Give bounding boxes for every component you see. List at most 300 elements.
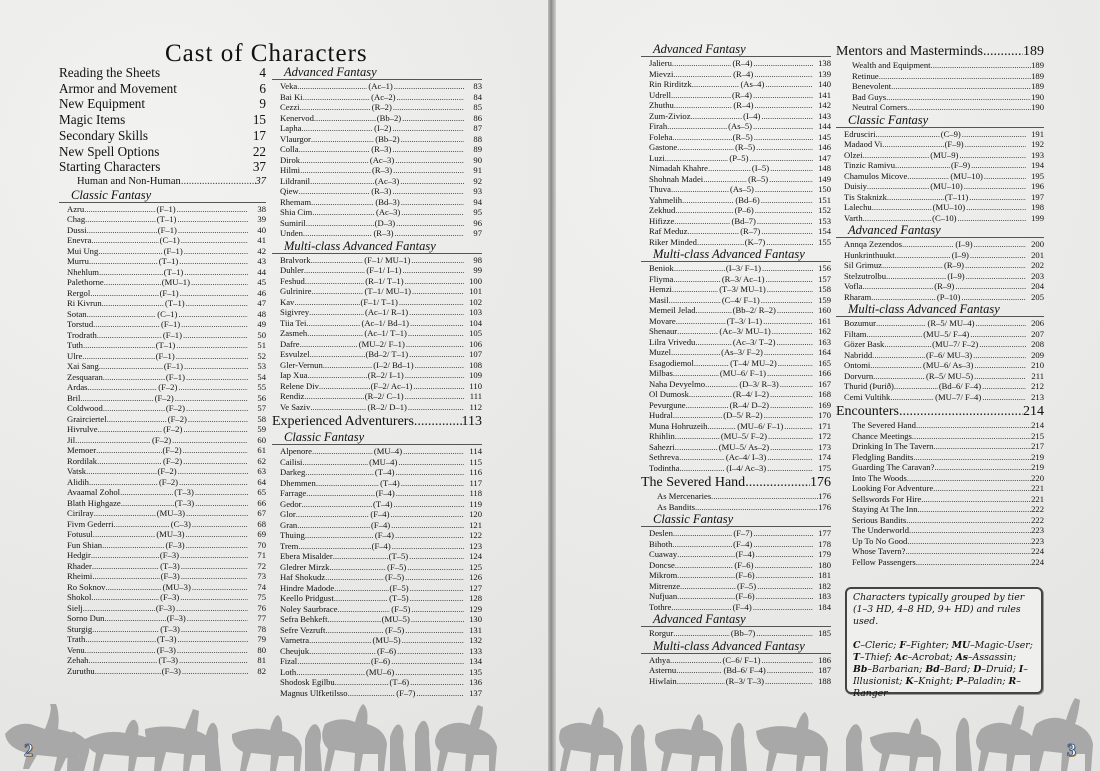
encounter-entry[interactable]: [836, 536, 1044, 547]
toc-entry[interactable]: [59, 540, 266, 551]
toc-entry[interactable]: [836, 213, 1044, 224]
toc-entry[interactable]: [59, 330, 266, 341]
encounter-entry[interactable]: [836, 483, 1044, 494]
toc-entry[interactable]: [59, 666, 266, 677]
encounter-entry[interactable]: [836, 473, 1044, 484]
toc-entry[interactable]: [641, 226, 831, 237]
page-ref: 50: [257, 329, 266, 340]
toc-entry[interactable]: [272, 614, 482, 625]
character-class: (R–9): [934, 281, 955, 291]
character-name: Stelzutrolbu: [844, 270, 887, 281]
toc-entry[interactable]: [272, 218, 482, 229]
toc-entry[interactable]: [641, 142, 831, 153]
toc-entry[interactable]: [59, 246, 266, 257]
toc-entry[interactable]: [59, 361, 266, 372]
left-page: [0, 0, 548, 771]
toc-entry[interactable]: [59, 634, 266, 645]
toc-main-entry[interactable]: [59, 144, 266, 160]
toc-entry[interactable]: [59, 529, 266, 540]
mentors-entry-label: Benevolent: [852, 81, 892, 91]
toc-entry[interactable]: [641, 528, 831, 539]
page-ref: 122: [469, 530, 482, 540]
legend-abbr: F: [899, 640, 906, 651]
character-name: Fotusul: [67, 529, 93, 540]
toc-entry[interactable]: [59, 256, 266, 267]
toc-entry[interactable]: [59, 435, 266, 446]
multiclass-advanced-fantasy-heading: Multi-class Advanced Fantasy: [836, 303, 1044, 317]
toc-entry[interactable]: [59, 613, 266, 624]
toc-entry[interactable]: [59, 592, 266, 603]
toc-entry[interactable]: [59, 487, 266, 498]
toc-entry[interactable]: [641, 205, 831, 216]
leader-dots: [872, 350, 925, 361]
toc-entry[interactable]: [836, 139, 1044, 150]
encounter-entry[interactable]: [836, 494, 1044, 505]
toc-main-entry[interactable]: [59, 81, 266, 97]
toc-entry[interactable]: [59, 288, 266, 299]
mentors-entry[interactable]: [836, 60, 1044, 71]
toc-entry[interactable]: [59, 267, 266, 278]
toc-entry[interactable]: [59, 603, 266, 614]
toc-entry[interactable]: [836, 350, 1044, 361]
toc-entry[interactable]: [641, 274, 831, 285]
encounter-entry[interactable]: [836, 515, 1044, 526]
toc-entry[interactable]: [641, 421, 831, 432]
severed-hand-entry[interactable]: [641, 502, 831, 513]
toc-entry[interactable]: [641, 69, 831, 80]
page-ref: 137: [469, 687, 483, 698]
character-name: Gulrinire: [280, 286, 312, 296]
toc-entry[interactable]: [272, 349, 482, 360]
page-ref: 123: [469, 540, 483, 551]
toc-entry[interactable]: [59, 298, 266, 309]
toc-entry[interactable]: [641, 174, 831, 185]
toc-entry[interactable]: [272, 255, 482, 266]
toc-entry[interactable]: [272, 81, 482, 92]
toc-entry[interactable]: [59, 393, 266, 404]
toc-entry[interactable]: [641, 665, 831, 676]
toc-entry[interactable]: [59, 456, 266, 467]
toc-entry[interactable]: [59, 225, 266, 236]
toc-entry[interactable]: [59, 445, 266, 456]
character-name: Sil Grimuz: [844, 260, 882, 270]
toc-entry[interactable]: [272, 328, 482, 339]
character-name: Shenaur: [649, 326, 678, 336]
page-ref: 168: [818, 389, 832, 399]
toc-entry[interactable]: [641, 295, 831, 306]
toc-entry[interactable]: [59, 498, 266, 509]
toc-entry[interactable]: [59, 477, 266, 488]
toc-entry[interactable]: [641, 111, 831, 122]
toc-entry[interactable]: [59, 351, 266, 362]
toc-entry[interactable]: [59, 624, 266, 635]
toc-entry[interactable]: [836, 329, 1044, 340]
page-ref: 202: [1031, 260, 1044, 270]
experienced-adventurers-page: 113: [461, 414, 482, 429]
toc-entry[interactable]: [641, 389, 831, 400]
toc-entry[interactable]: [641, 216, 831, 227]
toc-entry[interactable]: [272, 402, 482, 413]
leader-dots: [83, 340, 155, 351]
character-class: (F–4): [370, 509, 390, 519]
toc-entry[interactable]: [272, 625, 482, 636]
toc-entry[interactable]: [272, 391, 482, 402]
character-class: (Ac–3): [375, 207, 401, 217]
toc-entry[interactable]: [836, 292, 1044, 303]
toc-entry[interactable]: [272, 228, 482, 239]
encounter-entry[interactable]: [836, 431, 1044, 442]
encounters[interactable]: [836, 403, 1044, 420]
toc-entry[interactable]: [641, 263, 831, 274]
toc-entry[interactable]: [59, 277, 266, 288]
toc-entry[interactable]: [272, 656, 482, 667]
page-ref: 197: [1031, 191, 1045, 202]
character-class: (C–3): [170, 518, 191, 529]
toc-entry[interactable]: [836, 160, 1044, 171]
page-ref: 135: [469, 666, 482, 677]
toc-entry[interactable]: [836, 318, 1044, 329]
toc-entry[interactable]: [59, 214, 266, 225]
toc-main-entry[interactable]: [59, 159, 266, 175]
toc-entry[interactable]: [272, 583, 482, 594]
toc-entry[interactable]: [59, 519, 266, 530]
character-class: (F–6): [735, 570, 755, 580]
leader-dots: [873, 371, 925, 382]
toc-main-page: 15: [252, 112, 266, 128]
toc-entry[interactable]: [272, 144, 482, 155]
encounter-entry[interactable]: [836, 462, 1044, 473]
character-class: (F–2/ Ac–1): [370, 380, 413, 391]
legend-class-name: –Magic-User;: [970, 640, 1033, 651]
leader-dots: [686, 400, 729, 411]
toc-entry[interactable]: [272, 562, 482, 573]
character-class: (R–2/ D–1): [367, 401, 407, 412]
toc-entry[interactable]: [59, 319, 266, 330]
toc-main-entry[interactable]: [59, 65, 266, 81]
encounter-entry[interactable]: [836, 504, 1044, 515]
leader-dots: [178, 309, 248, 320]
toc-entry[interactable]: [641, 463, 831, 474]
toc-entry[interactable]: [641, 184, 831, 195]
toc-entry[interactable]: [272, 488, 482, 499]
mentors-entry-page: 189: [1031, 81, 1044, 91]
page-ref: 143: [818, 110, 831, 121]
leader-dots: [665, 153, 729, 164]
toc-entry[interactable]: [272, 197, 482, 208]
toc-entry[interactable]: [272, 265, 482, 276]
toc-entry[interactable]: [641, 79, 831, 90]
toc-entry[interactable]: [641, 560, 831, 571]
toc-entry[interactable]: [272, 360, 482, 371]
toc-entry[interactable]: [641, 326, 831, 337]
toc-entry[interactable]: [272, 92, 482, 103]
toc-entry[interactable]: [272, 457, 482, 468]
mentors-entry[interactable]: [836, 81, 1044, 92]
leader-dots: [310, 176, 374, 187]
leader-dots: [88, 382, 158, 393]
leader-dots: [186, 540, 248, 551]
toc-entry[interactable]: [272, 520, 482, 531]
mentors-entry[interactable]: [836, 102, 1044, 113]
toc-entry[interactable]: [272, 446, 482, 457]
character-class: (MU–4): [373, 446, 403, 456]
toc-entry[interactable]: [272, 207, 482, 218]
toc-entry[interactable]: [59, 655, 266, 666]
leader-dots: [311, 134, 374, 145]
experienced-adventurers[interactable]: [272, 413, 482, 430]
toc-entry[interactable]: [836, 129, 1044, 140]
toc-entry[interactable]: [836, 239, 1044, 250]
toc-entry[interactable]: [272, 572, 482, 583]
toc-entry[interactable]: [641, 132, 831, 143]
character-class: (I–9): [951, 249, 969, 260]
toc-entry[interactable]: [836, 392, 1044, 403]
leader-dots: [984, 171, 1026, 182]
toc-entry[interactable]: [272, 677, 482, 688]
character-name: Shia Cim: [280, 207, 313, 217]
toc-entry[interactable]: [641, 358, 831, 369]
toc-entry[interactable]: [272, 646, 482, 657]
toc-entry[interactable]: [272, 551, 482, 562]
character-class: (R–4/ D–2): [729, 399, 769, 410]
toc-entry[interactable]: [836, 271, 1044, 282]
toc-entry[interactable]: [272, 467, 482, 478]
toc-entry[interactable]: [641, 410, 831, 421]
toc-main-entry[interactable]: [59, 112, 266, 128]
toc-entry[interactable]: [59, 309, 266, 320]
page-ref: 196: [1031, 181, 1045, 191]
page-ref: 105: [469, 328, 482, 338]
toc-entry[interactable]: [272, 499, 482, 510]
encounter-entry[interactable]: [836, 420, 1044, 431]
toc-entry[interactable]: [641, 195, 831, 206]
toc-main-entry[interactable]: [59, 128, 266, 144]
page-ref: 91: [473, 165, 482, 175]
human-nonhuman-entry[interactable]: [59, 175, 266, 188]
toc-entry[interactable]: [272, 113, 482, 124]
toc-entry[interactable]: [641, 100, 831, 111]
leader-dots: [400, 176, 464, 187]
toc-entry[interactable]: [836, 181, 1044, 192]
encounter-entry[interactable]: [836, 441, 1044, 452]
leader-dots: [181, 571, 248, 582]
encounter-entry[interactable]: [836, 452, 1044, 463]
encounter-entry-label: Into The Woods: [852, 472, 907, 483]
severed-hand-entry[interactable]: [641, 491, 831, 502]
toc-entry[interactable]: [272, 102, 482, 113]
leader-dots: [393, 165, 464, 176]
toc-entry[interactable]: [59, 550, 266, 561]
toc-entry[interactable]: [272, 286, 482, 297]
leader-dots: [961, 292, 1026, 303]
toc-entry[interactable]: [641, 163, 831, 174]
toc-entry[interactable]: [836, 202, 1044, 213]
page-ref: 100: [469, 275, 482, 286]
leader-dots: [776, 337, 813, 348]
character-class: (C–4/ F–1): [721, 294, 760, 305]
toc-entry[interactable]: [59, 582, 266, 593]
toc-entry[interactable]: [641, 368, 831, 379]
toc-entry[interactable]: [272, 635, 482, 646]
leader-dots: [753, 121, 813, 132]
leader-dots: [671, 602, 731, 613]
toc-entry[interactable]: [272, 307, 482, 318]
character-name: Varth: [844, 212, 863, 223]
toc-entry[interactable]: [641, 121, 831, 132]
toc-entry[interactable]: [836, 150, 1044, 161]
page-ref: 102: [469, 296, 482, 307]
leader-dots: [104, 613, 165, 624]
toc-entry[interactable]: [641, 316, 831, 327]
toc-entry[interactable]: [272, 165, 482, 176]
toc-entry[interactable]: [272, 318, 482, 329]
toc-entry[interactable]: [272, 276, 482, 287]
page-ref: 67: [257, 508, 266, 519]
legend-abbr: T: [853, 652, 860, 663]
toc-entry[interactable]: [836, 260, 1044, 271]
page-ref: 75: [257, 592, 266, 603]
toc-entry[interactable]: [641, 337, 831, 348]
toc-entry[interactable]: [641, 284, 831, 295]
toc-entry[interactable]: [59, 645, 266, 656]
leader-dots: [178, 466, 248, 477]
character-class: (R–4): [733, 68, 754, 79]
toc-entry[interactable]: [641, 431, 831, 442]
leader-dots: [408, 328, 464, 339]
toc-entry[interactable]: [272, 297, 482, 308]
toc-entry[interactable]: [641, 237, 831, 248]
leader-dots: [402, 265, 464, 276]
toc-entry[interactable]: [59, 382, 266, 393]
toc-entry[interactable]: [641, 347, 831, 358]
toc-entry[interactable]: [272, 541, 482, 552]
toc-entry[interactable]: [641, 442, 831, 453]
toc-entry[interactable]: [641, 602, 831, 613]
toc-entry[interactable]: [836, 360, 1044, 371]
toc-entry[interactable]: [272, 134, 482, 145]
book-gutter: [548, 0, 556, 771]
advanced-fantasy-heading: Advanced Fantasy: [272, 66, 482, 80]
toc-entry[interactable]: [272, 176, 482, 187]
toc-entry[interactable]: [59, 372, 266, 383]
toc-entry[interactable]: [59, 340, 266, 351]
toc-entry[interactable]: [836, 192, 1044, 203]
toc-entry[interactable]: [641, 539, 831, 550]
toc-entry[interactable]: [272, 478, 482, 489]
toc-entry[interactable]: [641, 549, 831, 560]
character-name: Hemzi: [649, 284, 672, 294]
leader-dots: [958, 213, 1027, 224]
page-ref: 51: [257, 340, 267, 351]
leader-dots: [966, 202, 1026, 213]
toc-entry[interactable]: [641, 58, 831, 69]
toc-entry[interactable]: [272, 381, 482, 392]
toc-entry[interactable]: [59, 414, 266, 425]
leader-dots: [933, 483, 1031, 494]
leader-dots: [183, 456, 248, 467]
encounter-entry[interactable]: [836, 546, 1044, 557]
mentors-masterminds[interactable]: [836, 43, 1044, 60]
toc-entry[interactable]: [272, 530, 482, 541]
character-name: Naha Devyelmo: [649, 378, 706, 389]
encounter-entry[interactable]: [836, 557, 1044, 568]
advanced-fantasy-heading: Advanced Fantasy: [641, 613, 831, 627]
character-name: Ol Dumosk: [649, 389, 689, 399]
toc-entry[interactable]: [641, 570, 831, 581]
toc-entry[interactable]: [59, 561, 266, 572]
toc-entry[interactable]: [272, 155, 482, 166]
toc-entry[interactable]: [641, 153, 831, 164]
toc-entry[interactable]: [59, 235, 266, 246]
toc-entry[interactable]: [59, 508, 266, 519]
toc-entry[interactable]: [272, 186, 482, 197]
leader-dots: [98, 424, 163, 435]
toc-entry[interactable]: [59, 466, 266, 477]
toc-entry[interactable]: [59, 204, 266, 215]
toc-entry[interactable]: [836, 339, 1044, 350]
toc-entry[interactable]: [641, 305, 831, 316]
character-class: (T–3): [158, 655, 179, 666]
page-ref: 107: [469, 349, 483, 359]
leader-dots: [761, 226, 813, 237]
toc-entry[interactable]: [272, 667, 482, 678]
toc-entry[interactable]: [641, 628, 831, 639]
leader-dots: [770, 389, 813, 400]
toc-entry[interactable]: [641, 676, 831, 687]
legend-keys: [853, 640, 1035, 700]
character-class: (T–4): [374, 467, 395, 477]
toc-entry[interactable]: [272, 509, 482, 520]
character-name: Filtam: [844, 328, 867, 339]
character-class: (Bb–2): [376, 112, 402, 123]
mentors-entry[interactable]: [836, 92, 1044, 103]
leader-dots: [753, 539, 813, 550]
leader-dots: [296, 509, 370, 520]
toc-entry[interactable]: [836, 381, 1044, 392]
character-class: (T–1): [165, 298, 185, 309]
toc-entry[interactable]: [641, 591, 831, 602]
toc-entry[interactable]: [641, 90, 831, 101]
toc-entry[interactable]: [836, 281, 1044, 292]
encounter-entry[interactable]: [836, 525, 1044, 536]
mentors-entry[interactable]: [836, 71, 1044, 82]
toc-entry[interactable]: [272, 604, 482, 615]
severed-hand[interactable]: [641, 474, 831, 491]
toc-entry[interactable]: [641, 400, 831, 411]
toc-entry[interactable]: [59, 424, 266, 435]
character-class: (F–2): [158, 382, 178, 393]
character-class: (R–5/ MU–5): [926, 370, 974, 381]
toc-entry[interactable]: [272, 593, 482, 604]
toc-entry[interactable]: [272, 339, 482, 350]
toc-entry[interactable]: [836, 250, 1044, 261]
toc-entry[interactable]: [641, 452, 831, 463]
toc-entry[interactable]: [59, 403, 266, 414]
toc-entry[interactable]: [59, 571, 266, 582]
toc-main-entry[interactable]: [59, 96, 266, 112]
toc-entry[interactable]: [836, 371, 1044, 382]
toc-entry[interactable]: [272, 370, 482, 381]
leader-dots: [306, 318, 360, 329]
toc-entry[interactable]: [641, 581, 831, 592]
leader-dots: [689, 389, 732, 400]
toc-entry[interactable]: [641, 379, 831, 390]
character-class: (C–1): [157, 308, 178, 319]
toc-entry[interactable]: [641, 655, 831, 666]
toc-entry[interactable]: [836, 171, 1044, 182]
leader-dots: [761, 111, 813, 122]
toc-entry[interactable]: [272, 123, 482, 134]
